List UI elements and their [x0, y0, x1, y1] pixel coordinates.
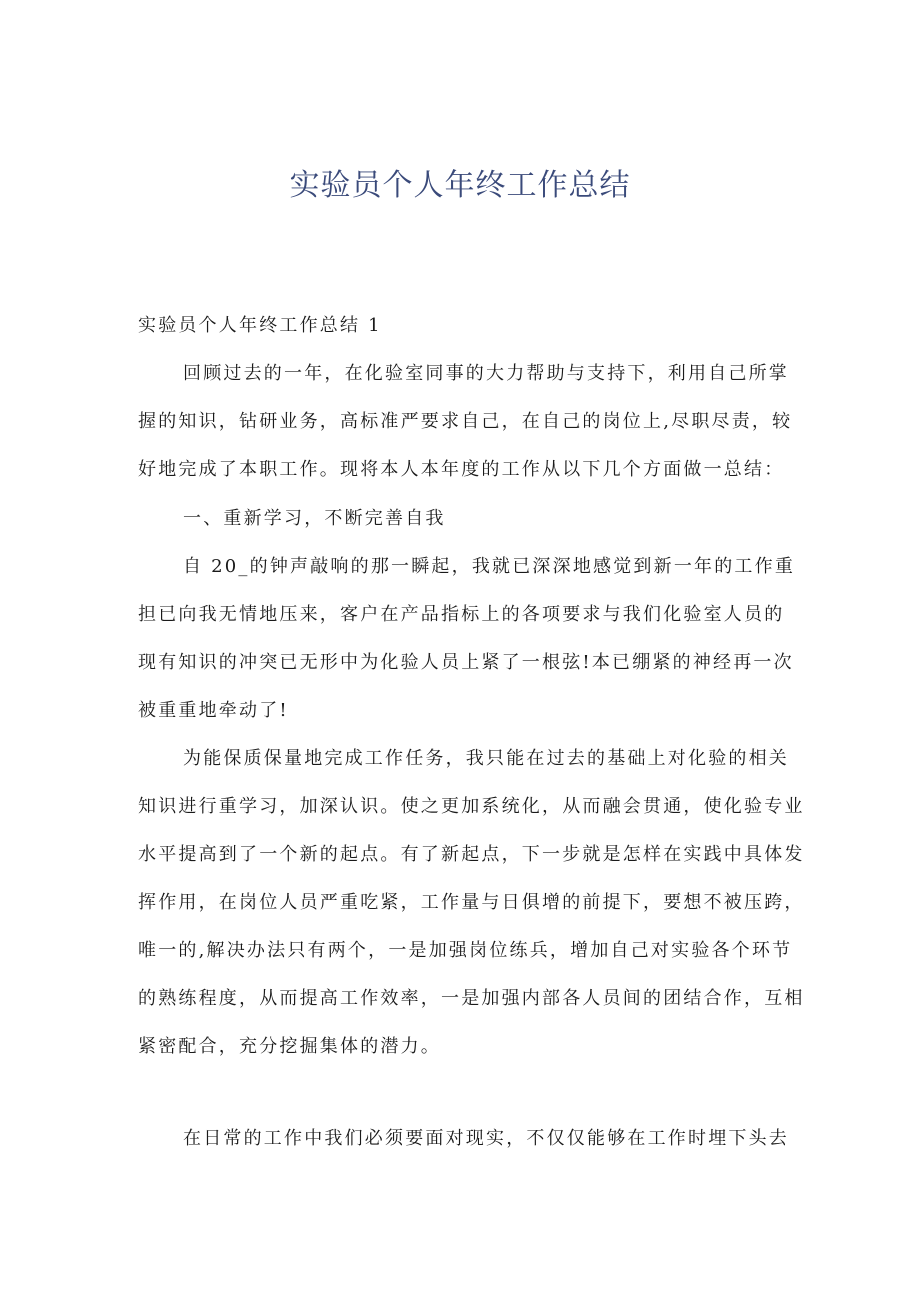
- paragraph-line: 知识进行重学习，加深认识。使之更加系统化，从而融会贯通，使化验专业: [138, 796, 805, 817]
- paragraph-line: 水平提高到了一个新的起点。有了新起点，下一步就是怎样在实践中具体发: [138, 844, 805, 865]
- paragraph-line: 在日常的工作中我们必须要面对现实，不仅仅能够在工作时埋下头去: [183, 1128, 789, 1149]
- document-title: 实验员个人年终工作总结: [289, 168, 631, 203]
- paragraph-line: 的熟练程度，从而提高工作效率，一是加强内部各人员间的团结合作，互相: [138, 988, 805, 1009]
- paragraph-line: 紧密配合，充分挖掘集体的潜力。: [138, 1036, 441, 1057]
- paragraph-line: 担已向我无情地压来，客户在产品指标上的各项要求与我们化验室人员的: [138, 604, 785, 625]
- paragraph-line: 唯一的,解决办法只有两个，一是加强岗位练兵，增加自己对实验各个环节: [138, 940, 793, 961]
- paragraph-line: 握的知识，钻研业务，高标准严要求自己，在自己的岗位上,尽职尽责，较: [138, 411, 793, 432]
- paragraph-line: 现有知识的冲突已无形中为化验人员上紧了一根弦!本已绷紧的神经再一次: [138, 652, 794, 673]
- paragraph-line: 好地完成了本职工作。现将本人本年度的工作从以下几个方面做一总结：: [138, 459, 785, 480]
- paragraph-line: 为能保质保量地完成工作任务，我只能在过去的基础上对化验的相关: [183, 748, 789, 769]
- paragraph-line: 自 20_的钟声敲响的那一瞬起，我就已深深地感觉到新一年的工作重: [183, 556, 796, 577]
- paragraph-line: 回顾过去的一年，在化验室同事的大力帮助与支持下，利用自己所掌: [183, 363, 789, 384]
- subsection-heading: 一、重新学习，不断完善自我: [183, 508, 446, 529]
- paragraph-line: 挥作用，在岗位人员严重吃紧，工作量与日俱增的前提下，要想不被压跨，: [138, 892, 805, 913]
- section-heading: 实验员个人年终工作总结 1: [138, 315, 382, 336]
- paragraph-line: 被重重地牵动了!: [138, 700, 289, 721]
